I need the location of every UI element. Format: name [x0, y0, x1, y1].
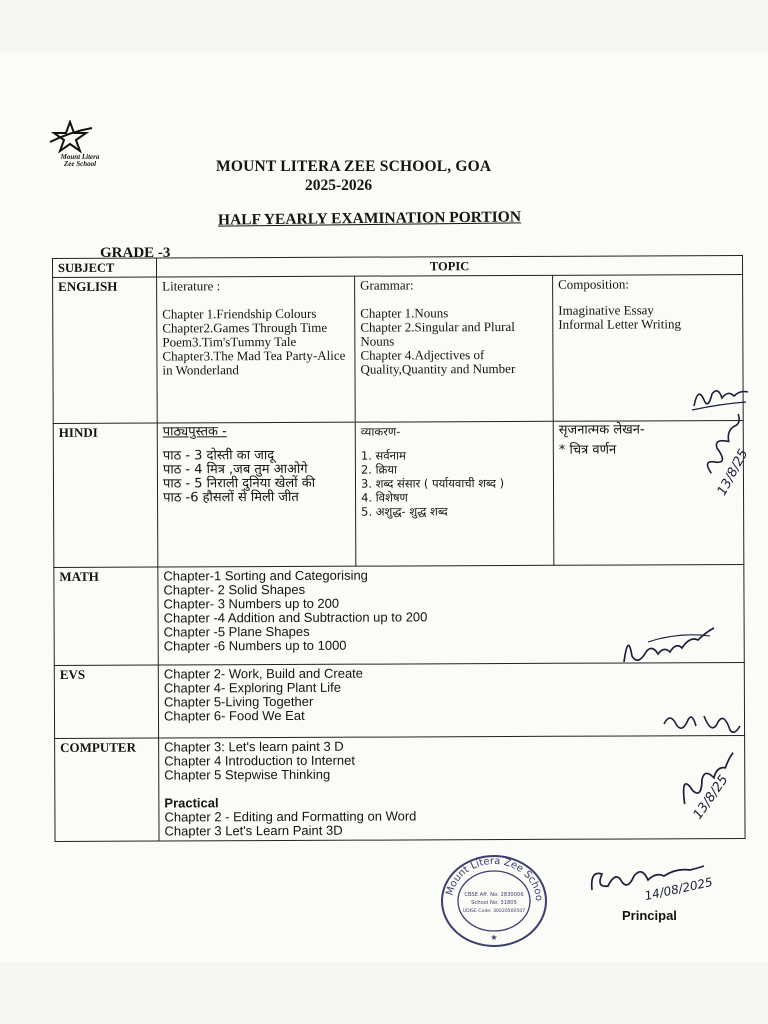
list-item: Chapter 3 Let's Learn Paint 3D	[164, 822, 343, 839]
list-item: Chapter 1.Friendship Colours	[162, 305, 317, 322]
hindi-signature-date: 13/8/25	[714, 446, 752, 499]
school-logo	[40, 120, 120, 176]
list-item: Chapter 5 Stepwise Thinking	[164, 766, 331, 783]
subject-math: MATH	[54, 567, 158, 665]
computer-topics-cell	[159, 735, 745, 841]
list-item: Chapter-1 Sorting and Categorising	[163, 567, 368, 584]
principal-signature-date: 14/08/2025	[643, 874, 714, 904]
table-row	[55, 735, 745, 841]
hindi-textbook-list	[163, 449, 350, 506]
list-item: 4. विशेषण	[361, 490, 408, 505]
svg-text:Mount Litera Zee School, Goa: Mount Litera Zee Schoo	[444, 855, 545, 902]
evs-teacher-signature	[660, 706, 742, 742]
computer-signature-date: 13/8/25	[690, 772, 732, 823]
math-teacher-signature	[618, 622, 718, 670]
english-composition-list	[558, 303, 737, 332]
table-row	[53, 420, 744, 567]
subject-header: SUBJECT	[53, 258, 157, 277]
english-grammar-heading: Grammar:	[360, 277, 414, 293]
english-literature-list	[162, 307, 349, 378]
english-teacher-signature	[690, 380, 750, 414]
list-item: पाठ -6 हौसलों से मिली जीत	[163, 489, 299, 506]
english-grammar-cell	[355, 275, 554, 422]
hindi-textbook-cell	[157, 422, 356, 567]
list-item: Imaginative Essay	[558, 302, 654, 318]
star-logo-icon	[40, 120, 120, 154]
principal-label: Principal	[622, 908, 677, 923]
list-item: Informal Letter Writing	[558, 316, 682, 332]
list-item: Chapter 5-Living Together	[163, 693, 314, 710]
list-item: Chapter 6- Food We Eat	[163, 707, 305, 724]
list-item: * चित्र वर्णन	[558, 442, 617, 458]
table-row	[53, 274, 744, 423]
list-item: Chapter- 2 Solid Shapes	[163, 581, 306, 598]
hindi-grammar-list	[361, 448, 548, 519]
list-item: Chapter 4- Exploring Plant Life	[163, 679, 341, 696]
hindi-composition-heading: सृजनात्मक लेखन-	[558, 422, 645, 438]
svg-text:CBSE Aff. No: 2830006: CBSE Aff. No: 2830006	[464, 892, 524, 898]
hindi-grammar-cell	[355, 421, 554, 566]
subject-computer: COMPUTER	[55, 738, 159, 841]
table-row	[54, 662, 744, 738]
list-item: पाठ - 5 निराली दुनिया खेलों की	[162, 475, 316, 492]
hindi-grammar-heading: व्याकरण-	[360, 424, 401, 439]
list-item: पाठ - 3 दोस्ती का जादू	[162, 448, 275, 464]
subject-english: ENGLISH	[53, 277, 158, 423]
list-item: Chapter -5 Plane Shapes	[163, 623, 310, 640]
english-literature-cell	[157, 276, 356, 423]
list-item: Chapter 4.Adjectives of Quality,Quantity and Number	[360, 347, 516, 377]
list-item: 2. क्रिया	[360, 462, 398, 477]
list-item: Chapter 1.Nouns	[360, 305, 449, 321]
exam-title: HALF YEARLY EXAMINATION PORTION	[217, 208, 522, 229]
list-item: Chapter 4 Introduction to Internet	[164, 752, 356, 769]
list-item: Chapter 3: Let's learn paint 3 D	[164, 738, 344, 755]
list-item: 1. सर्वनाम	[360, 448, 406, 463]
list-item: Chapter3.The Mad Tea Party-Alice in Wonderland	[162, 347, 346, 378]
list-item: Poem3.Tim'sTummy Tale	[162, 333, 297, 350]
subject-evs: EVS	[54, 665, 158, 738]
computer-practical-heading: Practical	[164, 795, 219, 811]
grade-label: GRADE -3	[100, 245, 171, 261]
english-literature-heading: Literature :	[162, 278, 221, 294]
svg-text:School No: 31805: School No: 31805	[471, 900, 517, 906]
subject-hindi: HINDI	[53, 423, 158, 567]
logo-text-line2: Zee School	[63, 160, 97, 168]
logo-text-line1: Mount Litera	[60, 153, 100, 161]
hindi-textbook-heading: पाठ्यपुस्तक -	[162, 424, 227, 440]
list-item: 3. शब्द संसार ( पर्यायवाची शब्द )	[360, 476, 505, 491]
academic-year: 2025-2026	[305, 177, 373, 194]
english-grammar-list	[360, 306, 547, 377]
evs-topic-list	[164, 665, 739, 724]
portion-table	[52, 255, 746, 842]
list-item: Chapter2.Games Through Time	[162, 319, 328, 336]
evs-topics-cell	[158, 662, 744, 738]
list-item: पाठ - 4 मित्र ,जब तुम आओगे	[162, 461, 308, 478]
list-item: Chapter 2- Work, Build and Create	[163, 665, 364, 682]
svg-text:★: ★	[490, 933, 498, 942]
list-item: Chapter -4 Addition and Subtraction up to 200	[163, 609, 428, 626]
english-composition-heading: Composition:	[558, 276, 629, 292]
svg-text:UDISE Code: 30020500507: UDISE Code: 30020500507	[462, 909, 526, 914]
topic-header: TOPIC	[157, 255, 743, 277]
list-item: 5. अशुद्ध- शुद्ध शब्द	[361, 504, 448, 519]
school-name: MOUNT LITERA ZEE SCHOOL, GOA	[216, 158, 492, 175]
list-item: Chapter 2.Singular and Plural Nouns	[360, 318, 515, 349]
school-stamp	[438, 852, 550, 950]
computer-topic-list	[164, 738, 739, 783]
list-item: Chapter -6 Numbers up to 1000	[163, 637, 347, 654]
list-item: Chapter- 3 Numbers up to 200	[163, 595, 340, 612]
list-item: Chapter 2 - Editing and Formatting on Word	[164, 808, 417, 825]
computer-practical-list	[164, 808, 739, 839]
